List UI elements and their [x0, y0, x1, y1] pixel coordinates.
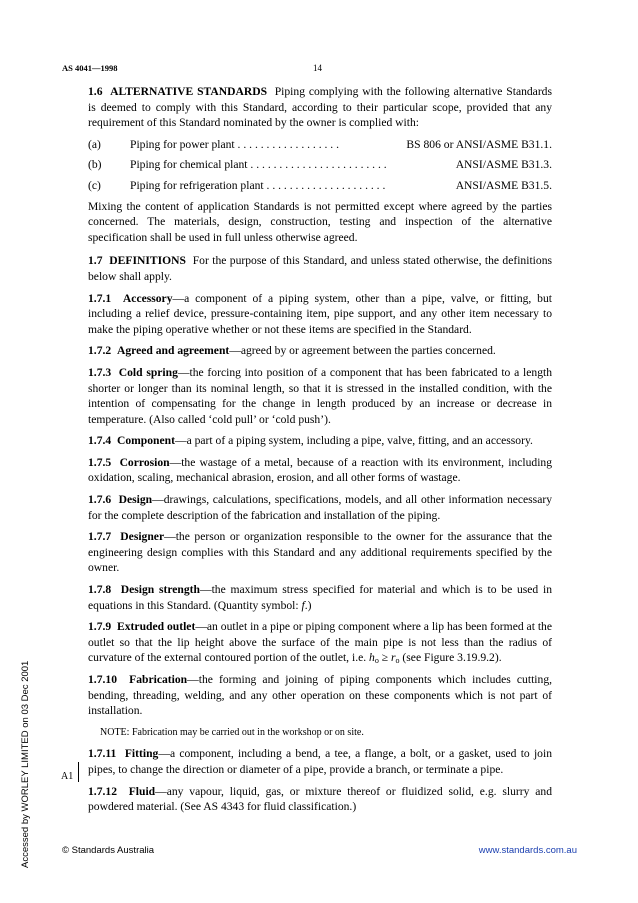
definition-1-7-11: 1.7.11 Fitting—a component, including a bend, a tee, a flange, a bolt, or a gasket, used to join pipes, to change the direction or diameter of a pipe, provide a branch, or terminate a pipe. [88, 747, 552, 776]
standards-item-b: (b) Piping for chemical plant . . . . . . . . . . . . . . . . . . . . . . . . ANSI/ASME B31.3. [88, 158, 552, 172]
definition-1-7-8: 1.7.8 Design strength—the maximum stress specified for material and which is to be used in equations in this Standard. (Quantity symbol: f.) [88, 583, 553, 612]
definition-1-7-2: 1.7.2 Agreed and agreement—agreed by or agreement between the parties concerned. [88, 344, 496, 358]
definition-1-7-5: 1.7.5 Corrosion—the wastage of a metal, because of a reaction with its environment, including oxidation, scaling, mechanical abrasion, erosion, and all other forms of wastage. [88, 455, 553, 485]
definition-1-7-6: 1.7.6 Design—drawings, calculations, specifications, models, and all other information necessary for the complete description of the fabrication and installation of the piping. [88, 493, 553, 522]
definition-1-7-10: 1.7.10 Fabrication—the forming and joining of piping components which includes cutting, bending, threading, welding, and any other operation on these components which is not part of installation. [88, 673, 553, 718]
page-body [88, 84, 552, 821]
definition-1-7-9: 1.7.9 Extruded outlet—an outlet in a pipe or piping component where a lip has been formed at the outlet so that the lip height above the surface of the main pipe is not less than the radius of curvature of the external contoured portion of the outlet, i.e. $h_o \ge r_o$ (see Figure 3.19.9.2). [88, 620, 552, 666]
definition-1-7-7: 1.7.7 Designer—the person or organization responsible to the owner for the assurance that the engineering design complies with this Standard and any additional requirements specified by the owner. [88, 530, 552, 575]
footer-website-link[interactable]: www.standards.com.au [478, 845, 577, 856]
section-1-6-title: ALTERNATIVE STANDARDS [110, 85, 268, 98]
amendment-marker: A1 [61, 771, 74, 782]
design-strength-symbol: f [301, 598, 305, 612]
standards-item-a: (a) Piping for power plant . . . . . . . . . . . . . . . . . . BS 806 or ANSI/ASME B31.1. [88, 137, 552, 151]
section-1-6-closing: Mixing the content of application Standards is not permitted except where agreed by the parties concerned. The materials, design, construction, testing and inspection of the alternative specification shall be used in full unless otherwise agreed. [88, 199, 552, 244]
document-id: AS 4041—1998 [62, 63, 118, 73]
amendment-bar [78, 762, 79, 782]
section-1-7-intro: 1.7 DEFINITIONS For the purpose of this Standard, and unless stated otherwise, the definitions below shall apply. [88, 254, 553, 283]
page-number: 14 [313, 63, 322, 73]
fabrication-note: NOTE: Fabrication may be carried out in the workshop or on site. [100, 726, 364, 738]
standards-item-c: (c) Piping for refrigeration plant . . . . . . . . . . . . . . . . . . . . . ANSI/ASME B31.5. [88, 178, 552, 192]
section-1-6-intro: 1.6 ALTERNATIVE STANDARDS Piping complying with the following alternative Standards is deemed to comply with this Standard, according to their particular scope, provided that any requirement of this Standard nominated by the owner is complied with: [88, 85, 552, 130]
footer-copyright: © Standards Australia [62, 845, 155, 856]
definition-1-7-3: 1.7.3 Cold spring—the forcing into position of a component that has been fabricated to a length shorter or longer than its nominal length, so that it is stressed in the installed condition, with the intention of compensating for the change in length produced by an increase or decrease in temperature. (Also called ‘cold pull’ or ‘cold push’). [88, 365, 553, 426]
definition-1-7-4: 1.7.4 Component—a part of a piping system, including a pipe, valve, fitting, and an accessory. [88, 434, 533, 448]
access-watermark: Accessed by WORLEY LIMITED on 03 Dec 2001 [20, 660, 31, 868]
section-1-7-title: DEFINITIONS [109, 254, 186, 268]
definition-1-7-12: 1.7.12 Fluid—any vapour, liquid, gas, or mixture thereof or fluidized solid, e.g. slurry and powdered material. (See AS 4343 for fluid classification.) [88, 784, 553, 814]
definition-1-7-1: 1.7.1 Accessory—a component of a piping system, other than a pipe, valve, or fitting, but including a relief device, pressure-containing item, pipe support, and any other item necessary to make the piping operative whether or not these items are specified in the Standard. [88, 291, 553, 336]
